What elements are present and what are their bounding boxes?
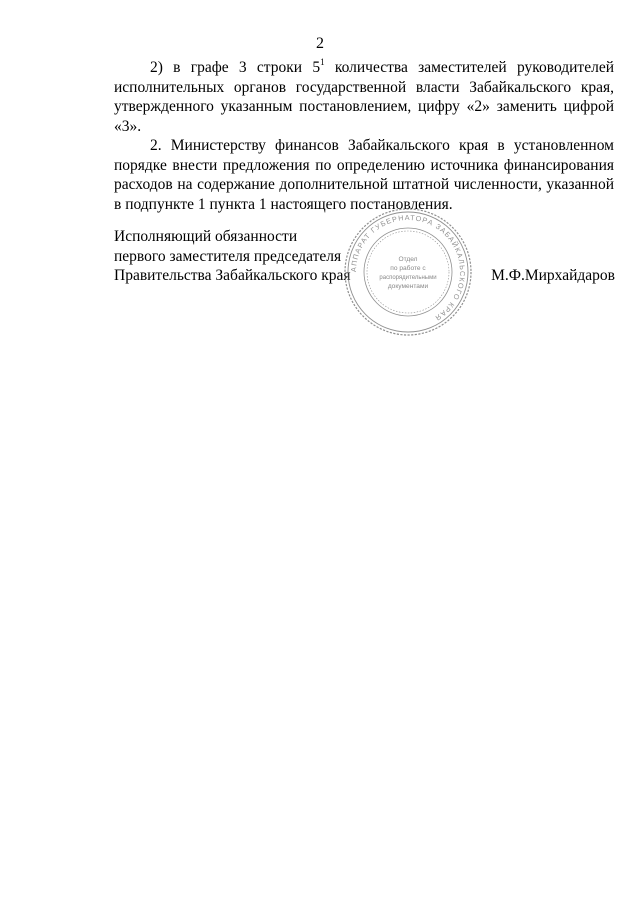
seal-graphic [342,206,474,338]
seal-ring-text: АППАРАТ ГУБЕРНАТОРА ЗАБАЙКАЛЬСКОГО КРАЯ [348,212,468,324]
seal-center-line: документами [387,283,429,290]
signatory-position [114,227,374,286]
document-body [114,58,614,214]
signatory-position-line: Правительства Забайкальского края [114,267,351,284]
paragraph-amendment-2 [114,58,614,136]
signatory-position-line: первого заместителя председателя [114,247,342,265]
seal-center-line: Отдел [398,256,418,263]
page-number: 2 [316,35,324,52]
paragraph-ministry-finance: 2. Министерству финансов Забайкальского края в установленном порядке внести предложения по определению источника финансирования расходов на содержание дополнительной штатной численности, указанной в подпункте 1 пункта 1 настоящего постановления. [114,137,614,213]
official-seal-stamp [342,206,474,338]
signatory-position-line: Исполняющий обязанности [114,228,298,245]
superscript-index: 1 [320,56,325,67]
paragraph-amendment-2-start: 2) в графе 3 строки 5 [150,59,321,76]
signatory-name: М.Ф.Мирхайдаров [491,267,615,284]
seal-center-line: по работе с [390,265,426,272]
paragraph-amendment-2-end: количества заместителей руководителей исполнительных органов государственной власти Забайкальского края, утвержденного указанным постановлением, цифру «2» заменить цифрой «3». [114,59,614,135]
seal-center-line: распорядительными [379,275,437,281]
